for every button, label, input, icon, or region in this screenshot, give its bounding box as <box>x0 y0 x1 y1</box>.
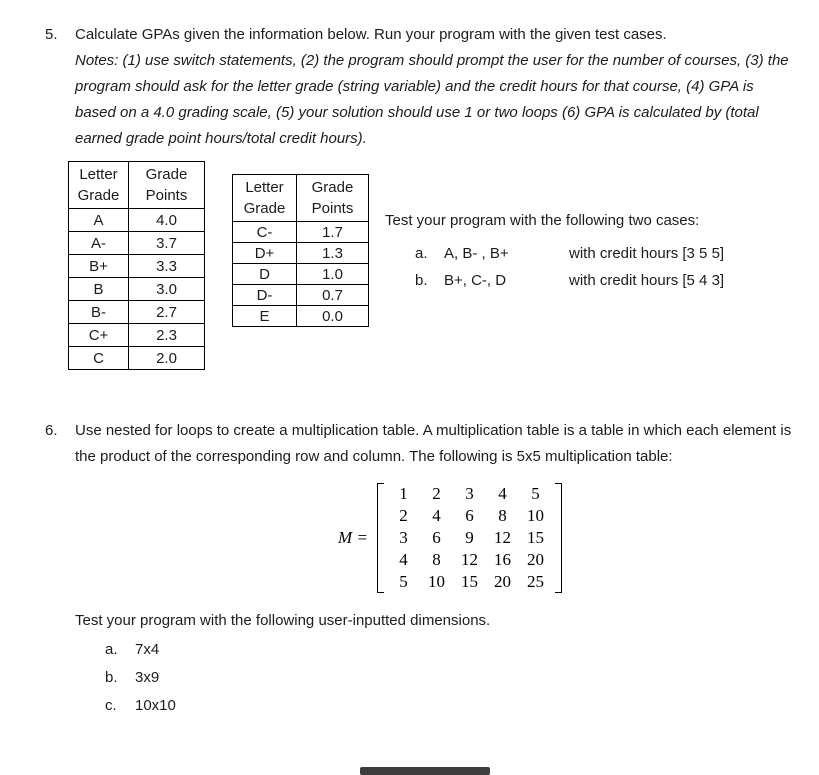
matrix-cell: 10 <box>427 572 445 591</box>
matrix-cell: 2 <box>432 484 441 503</box>
matrix-cell: 10 <box>526 506 544 525</box>
dimension-value: 10x10 <box>135 697 176 714</box>
matrix-bracket-left-icon <box>377 483 384 593</box>
matrix-cell: 9 <box>465 528 474 547</box>
dimension-value: 7x4 <box>135 641 160 658</box>
case-label: a. <box>415 245 428 262</box>
case-credit-hours: with credit hours [5 4 3] <box>569 272 725 289</box>
table-row: A- 3.7 <box>69 232 205 255</box>
table-header-cell: Letter Grade <box>233 175 297 222</box>
problem-5-tables-area <box>75 161 795 389</box>
matrix-cell: 4 <box>432 506 441 525</box>
table-header-row <box>69 162 205 209</box>
problem-6 <box>45 418 819 720</box>
matrix-cell: 5 <box>399 572 408 591</box>
problem-6-intro: Use nested for loops to create a multiplication table. A multiplication table is a table in which each element is the product of the corresponding row and column. The following is 5x5 multiplication table: <box>75 422 792 465</box>
problem-6-number: 6. <box>45 422 58 439</box>
grade-points-table-2 <box>232 174 369 327</box>
matrix-grid <box>384 483 555 593</box>
matrix-cell: 8 <box>432 550 441 569</box>
table-row: A 4.0 <box>69 209 205 232</box>
table-row: B 3.0 <box>69 278 205 301</box>
table-row: D- 0.7 <box>233 285 369 306</box>
dimension-label: b. <box>105 669 118 686</box>
case-credit-hours: with credit hours [3 5 5] <box>569 245 725 262</box>
matrix-cell: 12 <box>493 528 511 547</box>
dimension-list <box>75 636 795 720</box>
matrix-cell: 4 <box>498 484 507 503</box>
grade-points-table-1 <box>68 161 205 370</box>
matrix-row <box>387 483 552 505</box>
matrix-cell: 2 <box>399 506 408 525</box>
matrix-cell: 3 <box>399 528 408 547</box>
matrix-row <box>387 549 552 571</box>
matrix-cell: 25 <box>526 572 544 591</box>
matrix-row <box>387 527 552 549</box>
multiplication-matrix <box>105 483 795 593</box>
problem-5 <box>45 22 819 389</box>
matrix-cell: 15 <box>460 572 478 591</box>
case-grades: B+, C-, D <box>444 272 507 289</box>
matrix-cell: 20 <box>526 550 544 569</box>
matrix-cell: 4 <box>399 550 408 569</box>
problem-6-body <box>75 418 795 720</box>
table-row: B- 2.7 <box>69 301 205 324</box>
matrix-cell: 8 <box>498 506 507 525</box>
test-cases-block <box>385 210 795 294</box>
test-case-b <box>385 267 795 294</box>
matrix-row <box>387 571 552 593</box>
table-row: C+ 2.3 <box>69 324 205 347</box>
matrix-cell: 6 <box>465 506 474 525</box>
matrix-cell: 6 <box>432 528 441 547</box>
matrix-row <box>387 505 552 527</box>
test-case-a <box>385 240 795 267</box>
problem-5-notes: Notes: (1) use switch statements, (2) the program should prompt the user for the number of courses, (3) the program should ask for the letter grade (string variable) and the credit hours for that course, (4) GPA is based on a 4.0 grading scale, (5) your solution should use 1 or two loops (6) GPA is calculated by (total earned grade point hours/total credit hours). <box>75 52 789 147</box>
horizontal-scrollbar-thumb[interactable] <box>360 767 490 775</box>
table-header-cell: Letter Grade <box>69 162 129 209</box>
matrix-cell: 16 <box>493 550 511 569</box>
table-row: E 0.0 <box>233 306 369 327</box>
dimension-label: a. <box>105 641 118 658</box>
problem-5-intro: Calculate GPAs given the information below. Run your program with the given test cases. <box>75 26 667 43</box>
test-cases-intro: Test your program with the following two cases: <box>385 212 700 229</box>
matrix-cell: 12 <box>460 550 478 569</box>
dimension-label: c. <box>105 697 117 714</box>
problem-5-body <box>75 22 795 389</box>
dimension-item-c <box>75 692 795 720</box>
dimension-value: 3x9 <box>135 669 160 686</box>
table-row: D+ 1.3 <box>233 243 369 264</box>
table-row: D 1.0 <box>233 264 369 285</box>
table-header-cell: Grade Points <box>297 175 369 222</box>
table-header-cell: Grade Points <box>129 162 205 209</box>
table-row: C- 1.7 <box>233 222 369 243</box>
table-row: C 2.0 <box>69 347 205 370</box>
table-header-row <box>233 175 369 222</box>
matrix-bracket-right-icon <box>555 483 562 593</box>
table-row: B+ 3.3 <box>69 255 205 278</box>
matrix-cell: 5 <box>531 484 540 503</box>
case-grades: A, B- , B+ <box>444 245 509 262</box>
dimension-item-a <box>75 636 795 664</box>
matrix-cell: 1 <box>399 484 408 503</box>
matrix-label: M = <box>338 528 368 547</box>
matrix-cell: 20 <box>493 572 511 591</box>
case-label: b. <box>415 272 428 289</box>
dimension-item-b <box>75 664 795 692</box>
test-dimensions-intro: Test your program with the following user-inputted dimensions. <box>75 612 491 629</box>
matrix-cell: 3 <box>465 484 474 503</box>
problem-5-number: 5. <box>45 26 58 43</box>
matrix-cell: 15 <box>526 528 544 547</box>
